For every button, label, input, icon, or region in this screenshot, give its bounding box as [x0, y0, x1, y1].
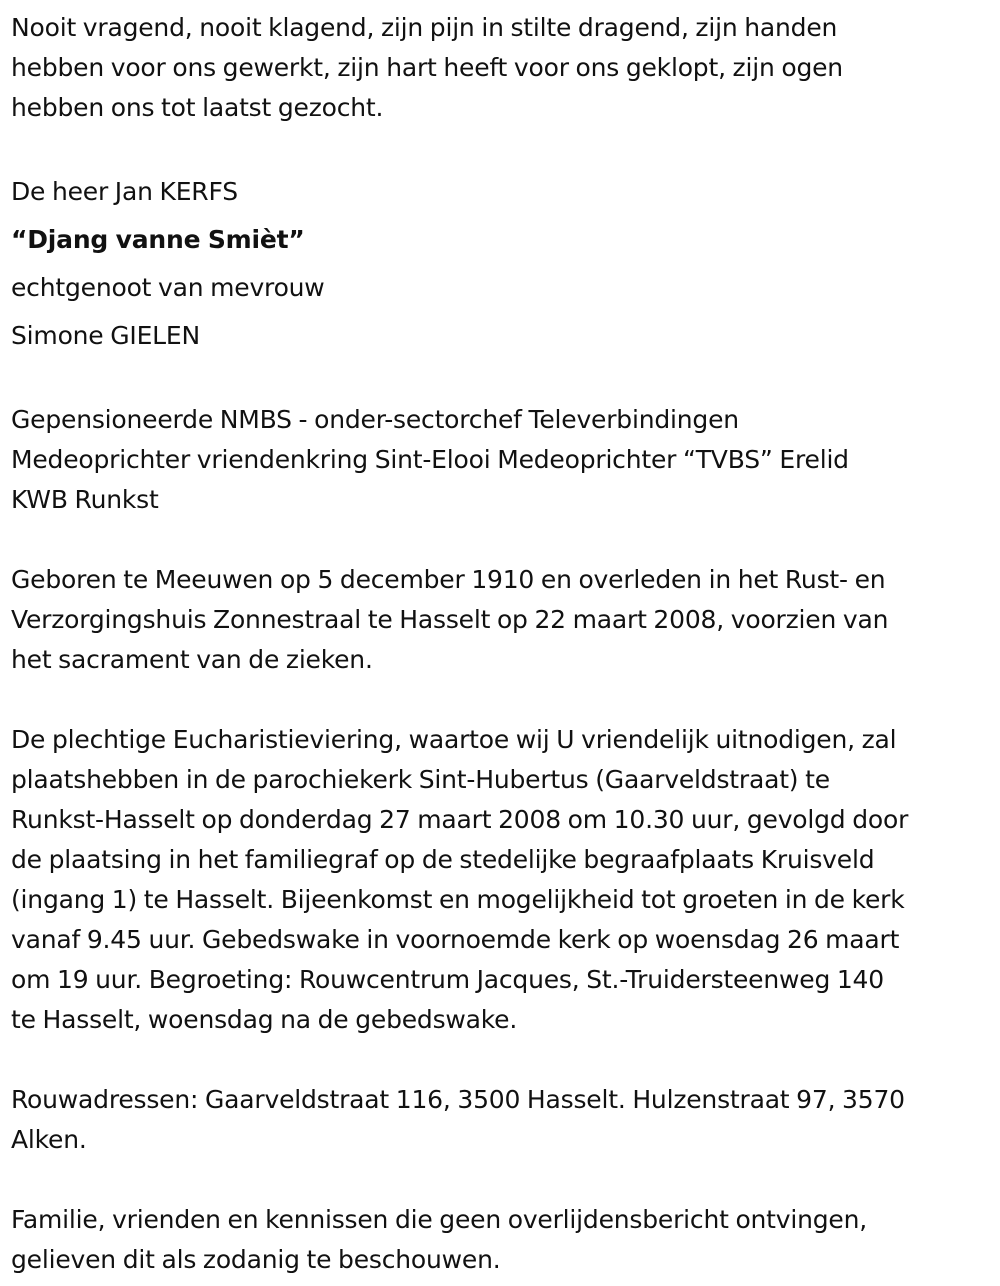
ceremony-line: de plaatsing in het familiegraf op de stedelijke begraafplaats Kruisveld: [11, 845, 875, 874]
closing-line: gelieven dit als zodanig te beschouwen.: [11, 1245, 501, 1274]
intro-line: hebben ons tot laatst gezocht.: [11, 93, 384, 122]
spacer: [11, 520, 989, 560]
career-line: Medeoprichter vriendenkring Sint-Elooi Medeoprichter “TVBS” Erelid: [11, 445, 849, 474]
closing-line: Familie, vrienden en kennissen die geen overlijdensbericht ontvingen,: [11, 1205, 868, 1234]
spacer: [11, 680, 989, 720]
ceremony-line: (ingang 1) te Hasselt. Bijeenkomst en mogelijkheid tot groeten in de kerk: [11, 885, 905, 914]
intro-paragraph: [11, 8, 989, 128]
birth-death-line: Geboren te Meeuwen op 5 december 1910 en overleden in het Rust- en: [11, 565, 886, 594]
intro-line: Nooit vragend, nooit klagend, zijn pijn in stilte dragend, zijn handen: [11, 13, 838, 42]
birth-death-line: het sacrament van de zieken.: [11, 645, 373, 674]
spacer: [11, 1040, 989, 1080]
ceremony-line: De plechtige Eucharistieviering, waartoe wij U vriendelijk uitnodigen, zal: [11, 725, 897, 754]
closing-paragraph: [11, 1200, 989, 1280]
ceremony-line: om 19 uur. Begroeting: Rouwcentrum Jacques, St.-Truidersteenweg 140: [11, 965, 884, 994]
spouse-name: Simone GIELEN: [11, 321, 201, 350]
deceased-nickname: “Djang vanne Smièt”: [11, 225, 305, 254]
birth-death-paragraph: [11, 560, 989, 680]
addresses-line: Rouwadressen: Gaarveldstraat 116, 3500 Hasselt. Hulzenstraat 97, 3570: [11, 1085, 905, 1114]
spacer: [11, 360, 989, 400]
ceremony-line: plaatshebben in de parochiekerk Sint-Hubertus (Gaarveldstraat) te: [11, 765, 830, 794]
addresses-line: Alken.: [11, 1125, 87, 1154]
career-paragraph: [11, 400, 989, 520]
deceased-block: [11, 168, 989, 360]
ceremony-line: Runkst-Hasselt op donderdag 27 maart 2008 om 10.30 uur, gevolgd door: [11, 805, 909, 834]
ceremony-paragraph: [11, 720, 989, 1040]
career-line: Gepensioneerde NMBS - onder-sectorchef Televerbindingen: [11, 405, 739, 434]
birth-death-line: Verzorgingshuis Zonnestraal te Hasselt op 22 maart 2008, voorzien van: [11, 605, 889, 634]
spouse-label: echtgenoot van mevrouw: [11, 273, 325, 302]
ceremony-line: te Hasselt, woensdag na de gebedswake.: [11, 1005, 518, 1034]
career-line: KWB Runkst: [11, 485, 159, 514]
intro-line: hebben voor ons gewerkt, zijn hart heeft voor ons geklopt, zijn ogen: [11, 53, 843, 82]
ceremony-line: vanaf 9.45 uur. Gebedswake in voornoemde kerk op woensdag 26 maart: [11, 925, 900, 954]
spacer: [11, 1160, 989, 1200]
addresses-paragraph: [11, 1080, 989, 1160]
deceased-name: De heer Jan KERFS: [11, 177, 238, 206]
spacer: [11, 128, 989, 168]
